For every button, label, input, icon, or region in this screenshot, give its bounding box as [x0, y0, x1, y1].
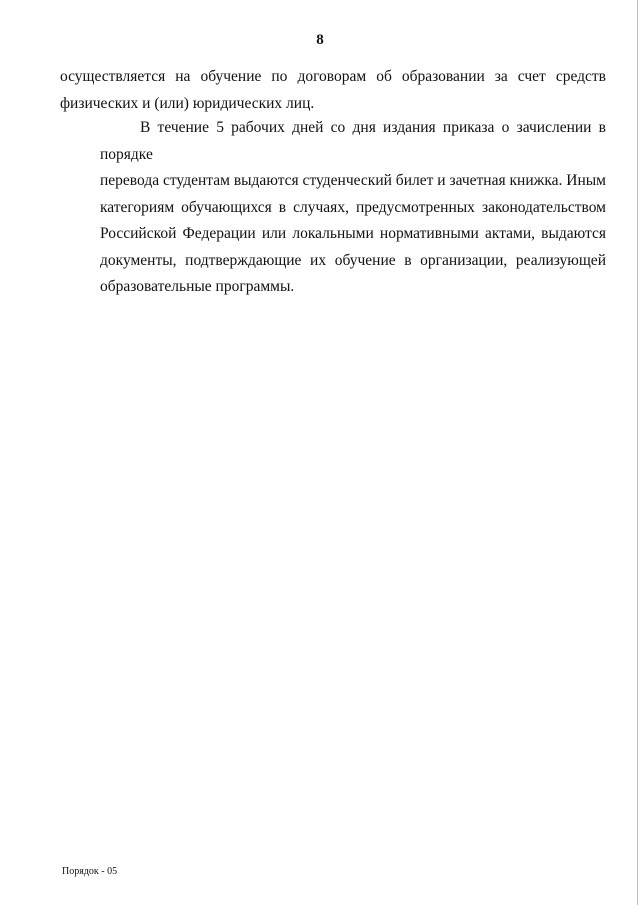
paragraph-line: перевода студентам выдаются студенческий билет и зачетная книжка. Иным: [100, 172, 606, 189]
document-footer-code: Порядок - 05: [62, 866, 118, 877]
paragraph-line: физических и (или) юридических лиц.: [60, 94, 315, 112]
page-edge-line: [637, 0, 638, 905]
paragraph-line: осуществляется на обучение по договорам об образовании за счет средств: [60, 68, 606, 85]
paragraph-line: образовательные программы.: [100, 278, 295, 295]
paragraph-student-documents: [60, 115, 606, 301]
page-number: 8: [316, 32, 324, 48]
paragraph-line: категориям обучающихся в случаях, предусмотренных законодательством: [100, 198, 606, 216]
paragraph-line: документы, подтверждающие их обучение в организации, реализующей: [100, 251, 606, 269]
paragraph-line: Российской Федерации или локальными нормативными актами, выдаются: [100, 225, 606, 242]
paragraph-continuation: [60, 64, 606, 117]
paragraph-line: В течение 5 рабочих дней со дня издания приказа о зачислении в порядке: [100, 119, 606, 163]
